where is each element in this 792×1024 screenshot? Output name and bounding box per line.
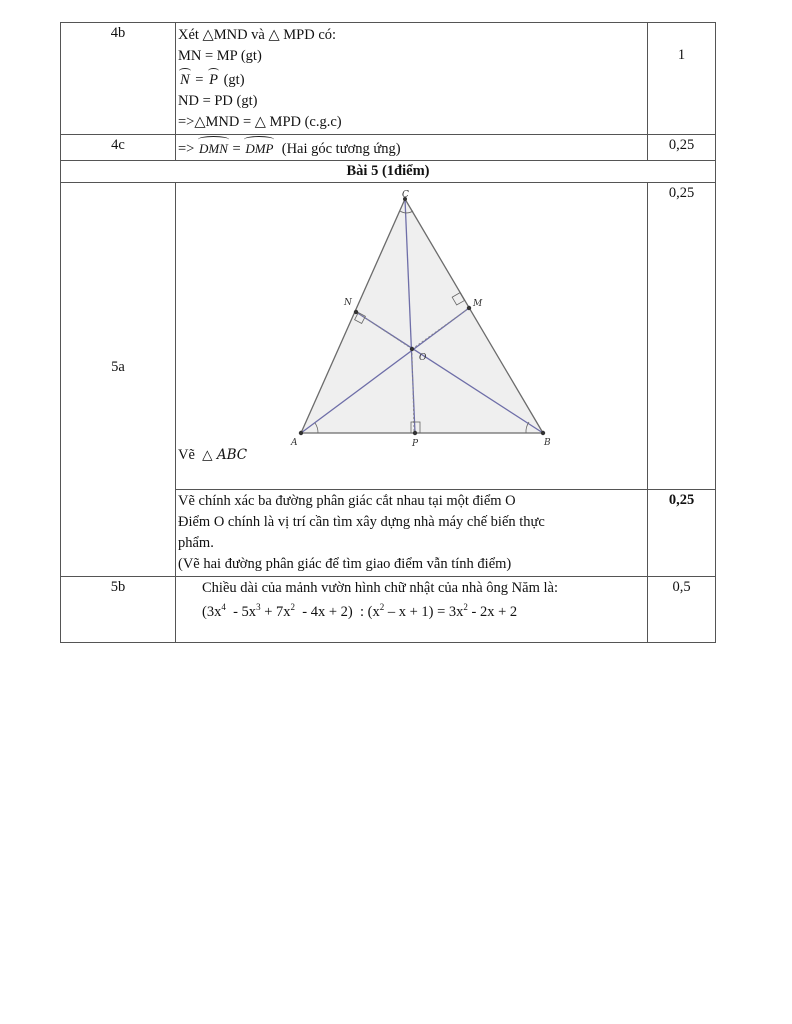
reason-text: (Hai góc tương ứng) [281, 141, 401, 157]
label-m: M [473, 299, 483, 309]
row-score: 0,25 [648, 490, 716, 577]
row-bai5-header [61, 161, 716, 183]
label-b: B [544, 438, 551, 448]
text-line: Điểm O chính là vị trí cần tìm xây dựng nhà máy chế biến thực [178, 514, 545, 530]
text-line: phẩm. [178, 535, 214, 551]
row-code [61, 183, 176, 577]
row-content [176, 577, 648, 643]
figure-cell [176, 183, 648, 490]
figure-caption [178, 445, 247, 466]
text-line: MN = MP (gt) [178, 48, 262, 64]
row-score: 0,25 [648, 135, 716, 161]
label-o: O [419, 353, 427, 363]
angle-dmn: DMN [198, 138, 229, 159]
label-c: C [402, 190, 409, 200]
implies-sign: => [178, 141, 195, 157]
caption-math: △ ABC [202, 447, 248, 463]
text-line: Chiều dài của mảnh vườn hình chữ nhật của nhà ông Năm là: [202, 580, 558, 596]
row-code-label: 5a [111, 359, 125, 375]
text-line: =>△MND = △ MPD (c.g.c) [178, 114, 342, 130]
row-4c [61, 135, 716, 161]
row-code: 4b [61, 23, 176, 135]
row-score: 0,25 [648, 183, 716, 490]
row-5a-figure [61, 183, 716, 490]
text-line: (gt) [223, 72, 245, 88]
text-line: ND = PD (gt) [178, 93, 258, 109]
label-a: A [291, 438, 298, 448]
row-code: 5b [61, 577, 176, 643]
row-5b [61, 577, 716, 643]
section-title: Bài 5 (1điểm) [61, 161, 716, 183]
angle-equality-line: N = P (gt) [178, 70, 645, 91]
angle-n: N [178, 70, 192, 91]
label-n: N [344, 298, 352, 308]
angle-dmp: DMP [244, 138, 274, 159]
triangle-figure [276, 189, 551, 449]
row-code: 4c [61, 135, 176, 161]
text-line: Vẽ chính xác ba đường phân giác cắt nhau tại một điểm O [178, 493, 516, 509]
caption-prefix: Vẽ [178, 447, 195, 463]
row-content [176, 490, 648, 577]
row-content: => DMN = DMP (Hai góc tương ứng) [176, 135, 648, 161]
score-value: 1 [677, 47, 686, 63]
text-line: (Vẽ hai đường phân giác để tìm giao điểm vẫn tính điểm) [178, 556, 512, 572]
row-score [648, 23, 716, 135]
row-content [176, 23, 648, 135]
row-4b [61, 23, 716, 135]
row-score: 0,5 [648, 577, 716, 643]
answer-table [60, 22, 716, 643]
text-line: Xét △MND và △ MPD có: [178, 27, 337, 43]
angle-p: P [207, 70, 220, 91]
label-p: P [412, 439, 419, 449]
division-formula: $(3x^4 - 5x^3 + 7x^2 - 4x + 2)$ : $(x^2 - x + 1) = 3x^2 - 2x + 2$ [202, 602, 518, 620]
